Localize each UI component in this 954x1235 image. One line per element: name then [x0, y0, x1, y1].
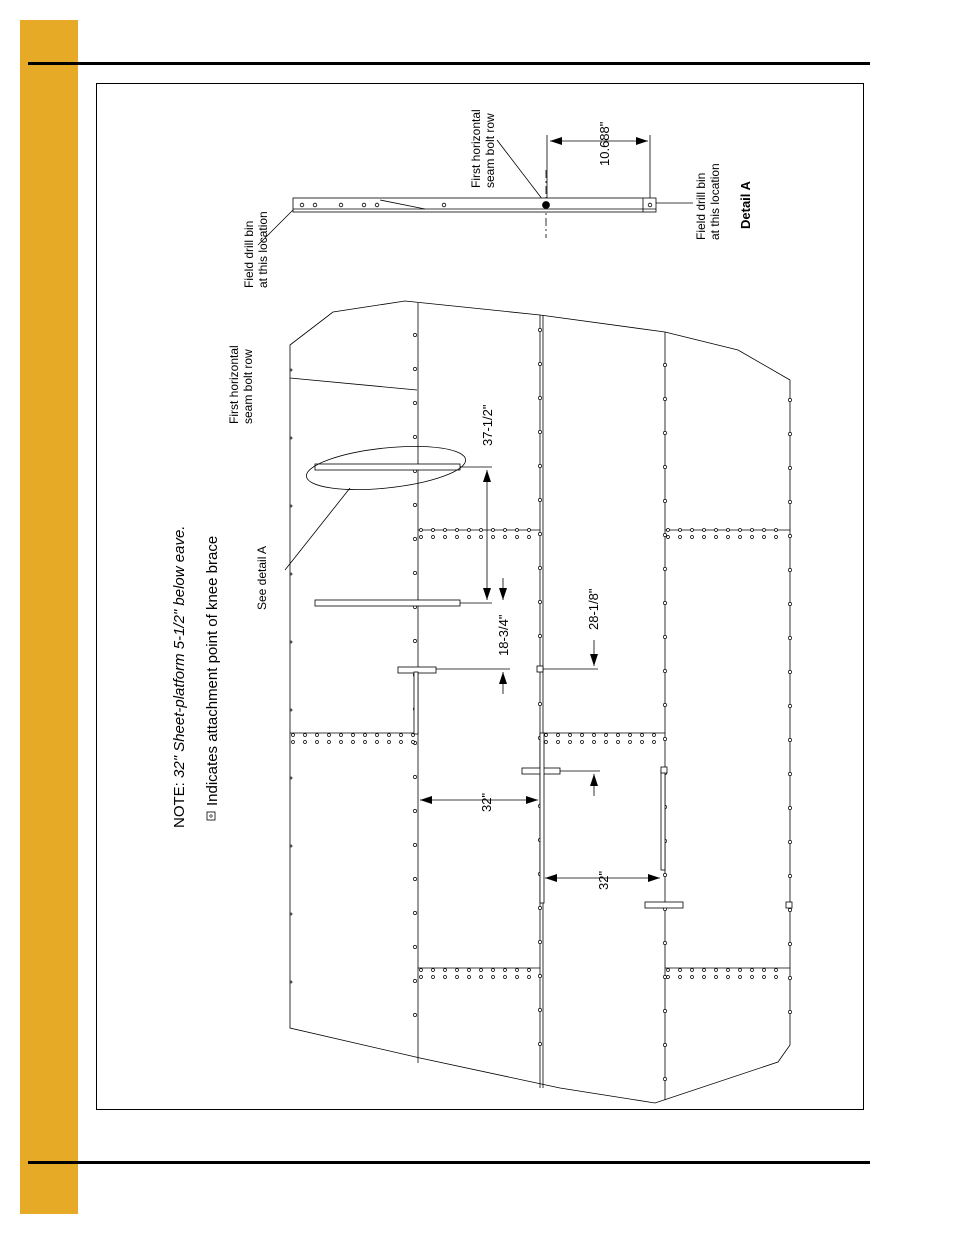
detail-hole [339, 203, 343, 207]
bolt-hole [775, 536, 778, 539]
arrowhead [483, 588, 491, 600]
detail-field-drill-right-l2: at this location [708, 163, 722, 240]
arrowhead [420, 796, 432, 804]
bolt-hole [538, 430, 541, 433]
bolt-hole [663, 601, 666, 604]
bolt-hole [468, 969, 471, 972]
bolt-hole [788, 534, 791, 537]
bolt-hole [663, 941, 666, 944]
detail-hole [300, 203, 304, 207]
bolt-hole [504, 976, 507, 979]
bolt-hole [413, 435, 416, 438]
bolt-hole [703, 536, 706, 539]
bolt-hole [516, 529, 519, 532]
detail-hole [375, 203, 379, 207]
bolt-hole [413, 537, 416, 540]
legend-symbol-dot [210, 815, 212, 817]
dim-18-label: 18-3/4" [496, 614, 511, 656]
bolt-hole [788, 908, 791, 911]
bolt-hole [304, 741, 307, 744]
bolt-hole [413, 401, 416, 404]
dim-32a-label: 32" [479, 792, 494, 812]
bolt-hole [703, 976, 706, 979]
bolt-hole [763, 536, 766, 539]
bolt-hole [492, 969, 495, 972]
bolt-hole [538, 906, 541, 909]
bolt-hole [504, 969, 507, 972]
bolt-hole [667, 536, 670, 539]
bolt-hole [413, 503, 416, 506]
bolt-hole [388, 734, 391, 737]
bolt-hole [468, 536, 471, 539]
bolt-hole [715, 536, 718, 539]
detail-seam-l2: seam bolt row [483, 113, 497, 188]
bolt-hole [739, 976, 742, 979]
bolt-hole [788, 840, 791, 843]
bolt-hole [663, 873, 666, 876]
bolt-hole [444, 536, 447, 539]
bolt-hole [788, 500, 791, 503]
bolt-hole [432, 969, 435, 972]
bolt-hole [663, 431, 666, 434]
detail-leader-seam [497, 140, 546, 204]
bolt-hole [538, 600, 541, 603]
bolt-hole [663, 669, 666, 672]
arrowhead [550, 137, 562, 145]
bolt-hole [492, 536, 495, 539]
bolt-hole [715, 529, 718, 532]
bolt-hole [480, 976, 483, 979]
bolt-hole [413, 911, 416, 914]
bolt-hole [420, 529, 423, 532]
detail-hole [362, 203, 366, 207]
bolt-hole [400, 734, 403, 737]
bolt-hole [727, 969, 730, 972]
bolt-hole [715, 969, 718, 972]
bolt-hole [316, 741, 319, 744]
bolt-hole [663, 567, 666, 570]
arrowhead [526, 796, 538, 804]
bolt-hole [413, 945, 416, 948]
bolt-hole [538, 396, 541, 399]
bolt-hole [292, 741, 295, 744]
bolt-hole [775, 976, 778, 979]
bolt-hole [667, 969, 670, 972]
bolt-hole [581, 734, 584, 737]
bolt-hole [545, 734, 548, 737]
bolt-hole [569, 741, 572, 744]
bolt-hole [727, 529, 730, 532]
bolt-hole [788, 704, 791, 707]
bolt-hole [444, 969, 447, 972]
bolt-hole [667, 976, 670, 979]
bolt-hole [340, 734, 343, 737]
brace-vertical [414, 672, 418, 734]
bolt-hole [290, 573, 292, 575]
bolt-hole [538, 464, 541, 467]
detail-a-brace [293, 198, 656, 212]
bolt-hole [581, 741, 584, 744]
bolt-hole [364, 734, 367, 737]
brace-short [645, 902, 683, 908]
bolt-hole [763, 976, 766, 979]
bolt-hole [376, 741, 379, 744]
bolt-hole [516, 969, 519, 972]
bolt-hole [751, 969, 754, 972]
bolt-hole [538, 566, 541, 569]
bolt-hole [663, 1043, 666, 1046]
bolt-hole [691, 529, 694, 532]
bolt-hole [739, 529, 742, 532]
bolt-hole [364, 741, 367, 744]
bolt-hole [528, 536, 531, 539]
bolt-hole [617, 741, 620, 744]
bolt-hole [788, 806, 791, 809]
bolt-hole [413, 639, 416, 642]
attachment-point-marker [661, 767, 667, 773]
bolt-hole [703, 529, 706, 532]
bolt-hole [400, 741, 403, 744]
bolt-hole [788, 738, 791, 741]
bolt-hole [504, 536, 507, 539]
arrowhead [636, 137, 648, 145]
bolt-hole [290, 437, 292, 439]
bolt-hole [788, 466, 791, 469]
bolt-hole [557, 741, 560, 744]
arrowhead [545, 874, 557, 882]
leader-see-detail [285, 488, 350, 570]
bolt-hole [376, 734, 379, 737]
bolt-hole [653, 741, 656, 744]
bolt-hole [290, 369, 292, 371]
bolt-hole [304, 734, 307, 737]
bolt-hole [413, 1013, 416, 1016]
bolt-hole [420, 969, 423, 972]
bolt-hole [290, 709, 292, 711]
bolt-hole [605, 741, 608, 744]
bolt-hole [788, 670, 791, 673]
bolt-hole [739, 536, 742, 539]
bolt-hole [663, 397, 666, 400]
bolt-hole [413, 333, 416, 336]
bolt-hole [538, 1042, 541, 1045]
bolt-hole [788, 1010, 791, 1013]
detail-seam-l1: First horizontal [469, 109, 483, 188]
dim-37-label: 37-1/2" [480, 404, 495, 446]
bolt-hole [538, 498, 541, 501]
bolt-hole [751, 976, 754, 979]
bolt-hole [290, 641, 292, 643]
bolt-hole [617, 734, 620, 737]
bolt-hole [290, 981, 292, 983]
bolt-hole [663, 737, 666, 740]
bolt-hole [528, 969, 531, 972]
brace-detail-upper [315, 464, 460, 470]
arrowhead [499, 588, 507, 600]
bolt-hole [593, 734, 596, 737]
arrowhead [499, 672, 507, 684]
bolt-hole [316, 734, 319, 737]
bolt-hole [691, 976, 694, 979]
plan-seam-l1: First horizontal [227, 345, 241, 424]
detail-hole [313, 203, 317, 207]
detail-field-drill-left-l1: Field drill bin [242, 220, 256, 288]
bolt-hole [788, 432, 791, 435]
bolt-hole [538, 974, 541, 977]
dimension-lines [258, 135, 693, 878]
plan-seam-l2: seam bolt row [241, 349, 255, 424]
bolt-hole [480, 536, 483, 539]
bolt-hole [412, 741, 415, 744]
bolt-hole [691, 969, 694, 972]
bolt-hole [432, 976, 435, 979]
bolt-hole [629, 734, 632, 737]
brace-vertical [540, 733, 544, 903]
bolt-hole [641, 734, 644, 737]
bolt-hole [290, 777, 292, 779]
bolt-hole [775, 969, 778, 972]
bolt-hole [413, 843, 416, 846]
see-detail-label: See detail A [255, 545, 269, 610]
bolt-hole [751, 536, 754, 539]
bolt-hole [739, 969, 742, 972]
attachment-point-marker [786, 902, 792, 908]
bolt-hole [413, 877, 416, 880]
bolt-hole [480, 529, 483, 532]
bolt-hole [557, 734, 560, 737]
brace-vertical [661, 770, 665, 870]
detail-hole [648, 203, 652, 207]
bolt-hole [492, 529, 495, 532]
bolt-hole [605, 734, 608, 737]
bolt-hole [516, 536, 519, 539]
bolt-hole [420, 536, 423, 539]
bolt-hole [715, 976, 718, 979]
bolt-hole [641, 741, 644, 744]
bolt-hole [775, 529, 778, 532]
bolt-hole [679, 976, 682, 979]
bolt-hole [444, 529, 447, 532]
detail-hole [442, 203, 446, 207]
bolt-hole [593, 741, 596, 744]
bolt-hole [413, 979, 416, 982]
brace-detail-lower [315, 600, 460, 606]
bolt-hole [480, 969, 483, 972]
bolt-hole [545, 741, 548, 744]
bolt-hole [432, 529, 435, 532]
bolt-hole [444, 976, 447, 979]
bolt-hole [328, 741, 331, 744]
bolt-hole [663, 363, 666, 366]
bolt-hole [663, 533, 666, 536]
bolt-hole [788, 568, 791, 571]
arrowhead [590, 774, 598, 786]
bolt-hole [292, 734, 295, 737]
bolt-hole [663, 465, 666, 468]
detail-seam-bolt [543, 202, 550, 209]
bolt-hole [788, 976, 791, 979]
bolt-hole [538, 702, 541, 705]
bolt-hole [352, 741, 355, 744]
bolt-hole [352, 734, 355, 737]
bolt-hole [663, 635, 666, 638]
bolt-hole [538, 940, 541, 943]
dim-32b-label: 32" [596, 870, 611, 890]
bolt-hole [538, 1008, 541, 1011]
bolt-hole [492, 976, 495, 979]
bolt-hole [538, 328, 541, 331]
bolt-hole [456, 536, 459, 539]
bolt-hole [290, 845, 292, 847]
bolt-hole [413, 571, 416, 574]
bolt-hole [538, 634, 541, 637]
arrowhead [483, 470, 491, 482]
bolt-hole [663, 499, 666, 502]
bolt-hole [679, 529, 682, 532]
bolt-hole [516, 976, 519, 979]
bolt-hole [788, 602, 791, 605]
bolt-hole [468, 976, 471, 979]
bolt-hole [788, 942, 791, 945]
bolt-hole [663, 1077, 666, 1080]
bolt-hole [420, 976, 423, 979]
bolt-hole [413, 367, 416, 370]
bolt-hole [788, 874, 791, 877]
bolt-hole [679, 536, 682, 539]
bolt-hole [340, 741, 343, 744]
legend-text: Indicates attachment point of knee brace [204, 535, 221, 806]
detail-a-drawing [293, 198, 656, 212]
bolt-hole [413, 775, 416, 778]
bolt-hole [788, 398, 791, 401]
bolt-hole [468, 529, 471, 532]
bolt-hole [727, 976, 730, 979]
bolt-hole [653, 734, 656, 737]
bolt-hole [663, 703, 666, 706]
bolt-hole [629, 741, 632, 744]
bolt-hole [528, 529, 531, 532]
knee-braces [304, 440, 792, 908]
detail-title: Detail A [738, 181, 753, 229]
bolt-hole [456, 969, 459, 972]
bolt-hole [538, 362, 541, 365]
arrowhead [590, 654, 598, 666]
bolt-hole [290, 505, 292, 507]
arrowhead [648, 874, 660, 882]
bolt-hole [788, 772, 791, 775]
bolt-hole [388, 741, 391, 744]
detail-field-drill-right-l1: Field drill bin [694, 172, 708, 240]
bolt-hole [788, 636, 791, 639]
bolt-hole [504, 529, 507, 532]
attachment-point-marker [537, 666, 543, 672]
bolt-hole [679, 969, 682, 972]
bolt-hole [413, 809, 416, 812]
bolt-hole [456, 529, 459, 532]
bolt-hole [703, 969, 706, 972]
bolt-hole [763, 529, 766, 532]
bolt-hole [663, 975, 666, 978]
detail-field-drill-left-l2: at this location [256, 211, 270, 288]
bolt-hole [569, 734, 572, 737]
sheet-outlines [290, 301, 790, 1103]
leader-seam [290, 378, 417, 390]
bolt-hole [667, 529, 670, 532]
bolt-hole [456, 976, 459, 979]
dim-28-label: 28-1/8" [586, 588, 601, 630]
detail-dimension-label: 10.688" [597, 121, 612, 166]
bolt-hole [528, 976, 531, 979]
bolt-hole [290, 913, 292, 915]
bolt-hole [691, 536, 694, 539]
bolt-hole [432, 536, 435, 539]
bolt-hole [663, 1009, 666, 1012]
bolt-hole [328, 734, 331, 737]
bolt-hole [763, 969, 766, 972]
note-text: NOTE: 32" Sheet-platform 5-1/2" below eave. [171, 525, 188, 828]
bolt-hole [727, 536, 730, 539]
bolt-hole [751, 529, 754, 532]
bolt-hole [538, 532, 541, 535]
